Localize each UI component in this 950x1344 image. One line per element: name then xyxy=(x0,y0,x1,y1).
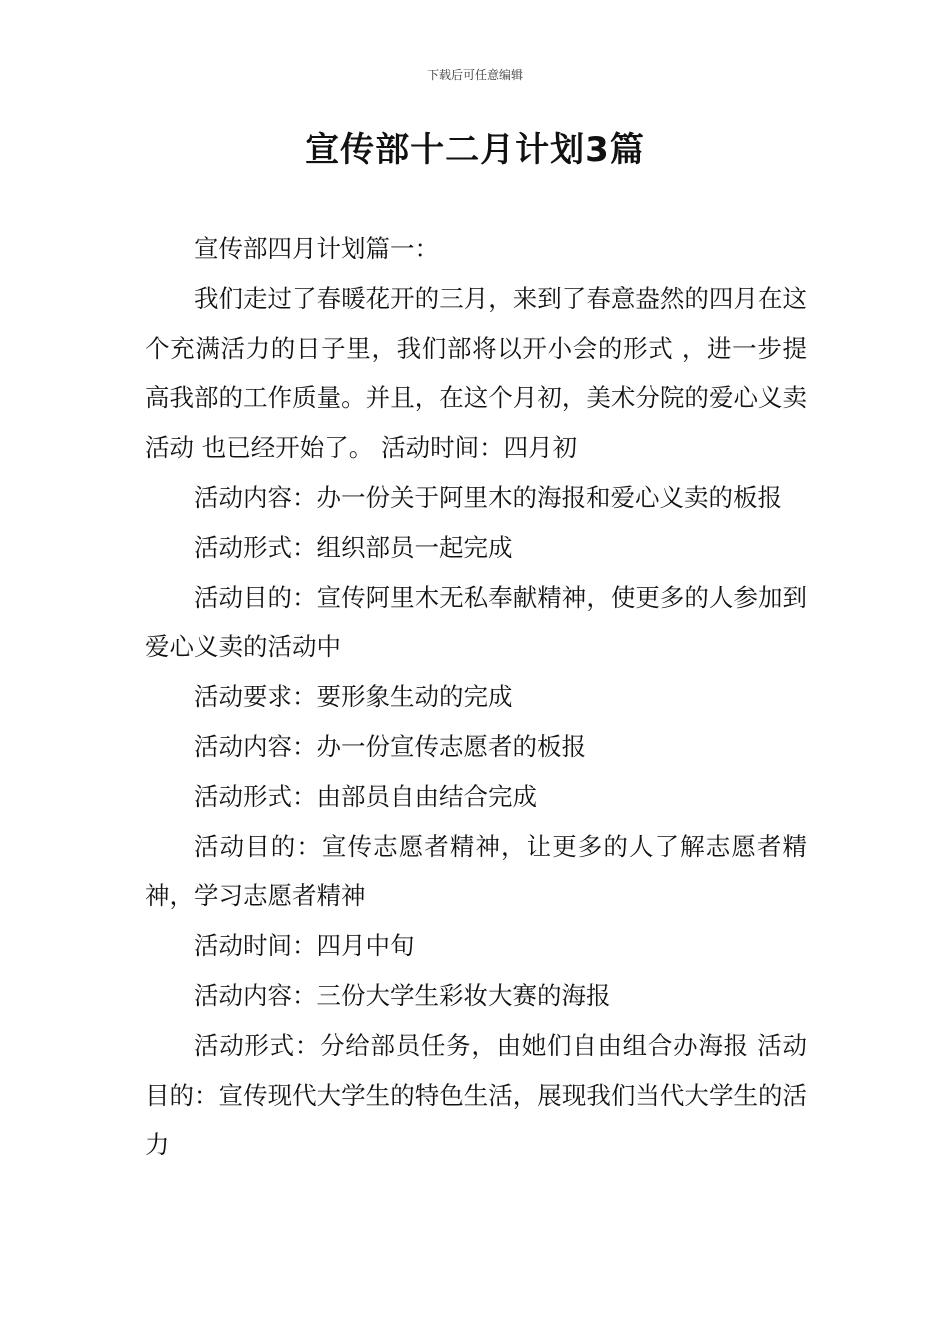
document-body xyxy=(145,224,807,1170)
paragraph-activity-purpose: 活动目的：宣传志愿者精神，让更多的人了解志愿者精神，学习志愿者精神 xyxy=(145,831,807,911)
paragraph-intro: 我们走过了春暖花开的三月，来到了春意盎然的四月在这个充满活力的日子里，我们部将以开小会的形式 ，进一步提高我部的工作质量。并且，在这个月初，美术分院的爱心义卖活动 也已经开始了。 活动时间：四月初 xyxy=(145,283,807,463)
document-title: 宣传部十二月计划3篇 xyxy=(305,130,645,170)
paragraph-activity-time: 活动时间：四月中旬 xyxy=(194,931,415,961)
paragraph-activity-purpose: 活动目的：宣传阿里木无私奉献精神，使更多的人参加到爱心义卖的活动中 xyxy=(145,582,807,662)
paragraph-activity-content: 活动内容：办一份关于阿里木的海报和爱心义卖的板报 xyxy=(194,482,782,512)
page-header-note: 下载后可任意编辑 xyxy=(426,68,523,82)
paragraph-activity-requirement: 活动要求：要形象生动的完成 xyxy=(194,682,513,712)
paragraph-activity-form: 活动形式：组织部员一起完成 xyxy=(194,532,513,562)
paragraph-section-heading: 宣传部四月计划篇一： xyxy=(194,234,439,263)
paragraph-activity-content: 活动内容：办一份宣传志愿者的板报 xyxy=(194,731,586,761)
paragraph-activity-form-purpose: 活动形式：分给部员任务，由她们自由组合办海报 活动目的：宣传现代大学生的特色生活，展现我们当代大学生的活力 xyxy=(145,1030,807,1160)
paragraph-activity-form: 活动形式：由部员自由结合完成 xyxy=(194,781,537,811)
paragraph-activity-content: 活动内容：三份大学生彩妆大赛的海报 xyxy=(194,980,611,1010)
